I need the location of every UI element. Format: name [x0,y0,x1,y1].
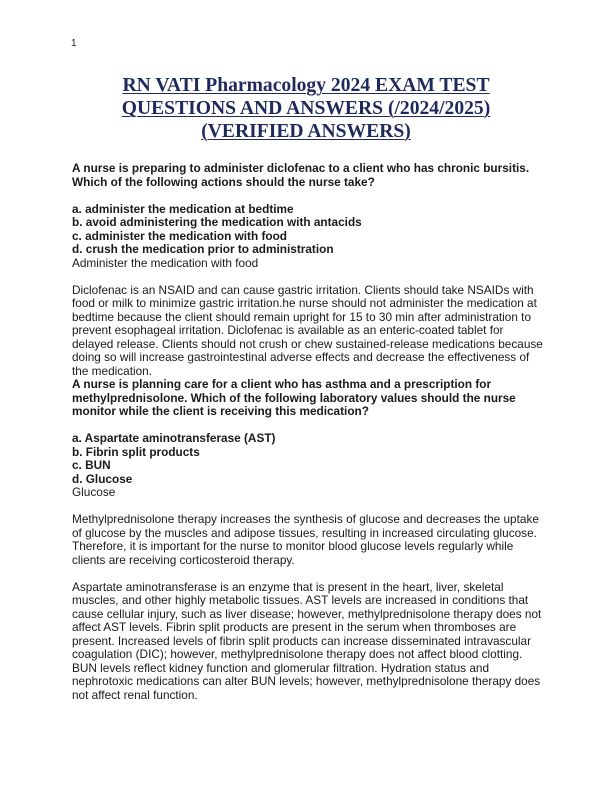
title-line-3: (VERIFIED ANSWERS) [201,121,411,142]
title-line-2: QUESTIONS AND ANSWERS (/2024/2025) [121,98,491,119]
question-1-option-b: b. avoid administering the medication with antacids [72,215,362,229]
question-1-answer: Administer the medication with food [72,255,259,270]
question-2-stem: A nurse is planning care for a client who has asthma and a prescription for methylprednisolone. Which of the following laboratory values should the nurse monitor while the client is receiving this medication? [72,377,516,418]
question-1-rationale: Diclofenac is an NSAID and can cause gastric irritation. Clients should take NSAIDs with food or milk to minimize gastric irritation.he nurse should not administer the medication at bedtime because the client should remain upright for 15 to 30 min after administration to prevent esophageal irritation. Diclofenac is available as an enteric-coated tablet for delayed release. Clients should not crush or chew sustained-release medications because doing so will increase gastrointestinal adverse effects and decrease the effectiveness of the medication. [72,282,543,378]
question-1-option-d: d. crush the medication prior to administration [72,242,334,256]
question-2-option-d: d. Glucose [72,471,133,486]
question-1-option-c: c. administer the medication with food [72,228,287,243]
question-2-rationale-2: Aspartate aminotransferase is an enzyme that is present in the heart, liver, skeletal muscles, and other highly metabolic tissues. AST levels are increased in conditions that cause cellular injury, such as liver disease; however, methylprednisolone therapy does not affect AST levels. Fibrin split products are present in the serum when thromboses are present. Increased levels of fibrin split products can increase disseminated intravascular coagulation (DIC); however, methylprednisolone therapy does not affect blood clotting. BUN levels reflect kidney function and glomerular filtration. Hydration status and nephrotoxic medications can alter BUN levels; however, methylprednisolone therapy does not affect renal function. [72,579,542,702]
question-2-rationale-1: Methylprednisolone therapy increases the synthesis of glucose and decreases the uptake of glucose by the muscles and adipose tissues, resulting in increased circulating glucose. Therefore, it is important for the nurse to monitor blood glucose levels regularly while clients are receiving corticosteroid therapy. [72,512,539,567]
document-body [72,162,547,702]
question-1-stem: A nurse is preparing to administer diclofenac to a client who has chronic bursitis. Which of the following actions should the nurse take? [72,161,530,189]
question-2-answer: Glucose [72,485,116,499]
question-2-option-c: c. BUN [72,458,111,472]
question-1-option-a: a. administer the medication at bedtime [72,201,294,216]
question-2 [72,378,547,702]
document-title [72,74,540,143]
title-line-1: RN VATI Pharmacology 2024 EXAM TEST [122,75,490,96]
question-2-option-b: b. Fibrin split products [72,444,200,459]
question-1 [72,162,547,378]
page-number: 1 [71,38,77,49]
question-2-option-a: a. Aspartate aminotransferase (AST) [72,431,276,445]
